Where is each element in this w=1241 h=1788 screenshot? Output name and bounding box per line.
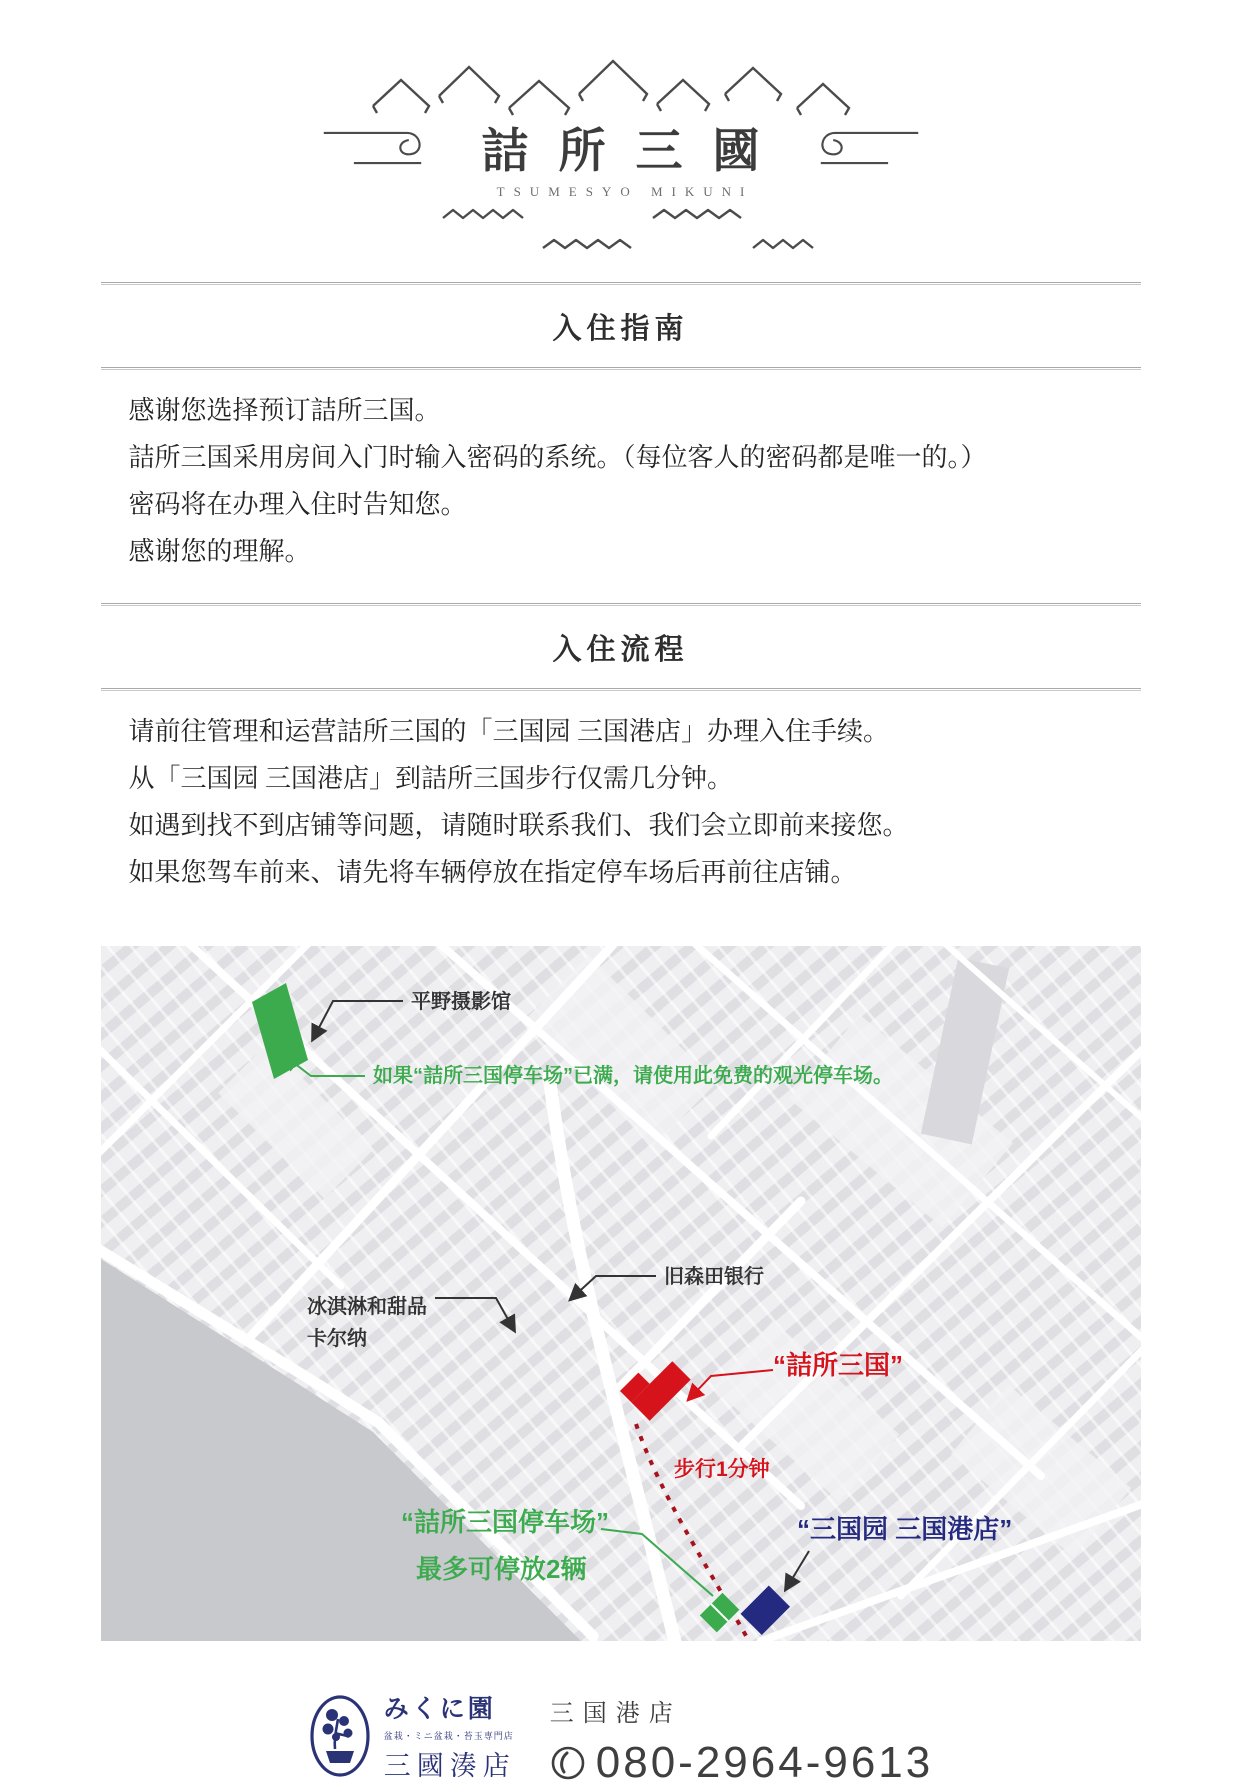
contact-block [550,1689,933,1788]
roofs-icon [361,52,881,122]
divider-top [101,282,1141,285]
section-title-guide: 入住指南 [552,313,689,345]
icecream-leader [435,1298,514,1330]
brand-subtitle: TSUMESYO MIKUNI [496,184,754,199]
process-line-2: 从「三国园 三国港店」到詰所三国步行仅需几分钟。 [128,764,734,793]
phone-icon [550,1745,586,1781]
mikunien-logo [308,1689,516,1783]
map-label-mikunien-shop: “三国园 三国港店” [796,1514,1012,1544]
map-label-tsumesho: “詰所三国” [772,1350,903,1380]
phone-row [550,1738,933,1788]
map-label-parking-name: “詰所三国停车场” [400,1507,609,1537]
brand-title: 詰所三國 [481,126,790,178]
map-label-bank: 旧森田银行 [663,1266,764,1288]
photo-studio-leader [313,1001,403,1039]
guide-line-2: 詰所三国采用房间入门时输入密码的系统。（每位客人的密码都是唯一的。） [128,443,987,472]
brand-store: 三國湊店 [383,1751,516,1781]
section-checkin-guide [101,282,1141,575]
process-line-3: 如遇到找不到店铺等问题，请随时联系我们、我们会立即前来接您。 [128,811,909,840]
store-name: 三国港店 [549,1701,682,1727]
map-label-icecream-1: 冰淇淋和甜品 [306,1296,427,1318]
process-paragraph [101,691,1141,896]
tsumesho-parking-marker [699,1593,739,1633]
access-map-canvas [101,946,1141,1641]
section-title-process: 入住流程 [552,634,689,666]
process-line-1: 请前往管理和运营詰所三国的「三国园 三国港店」办理入住手续。 [128,717,890,746]
brand-description: 盆栽・ミニ盆栽・苔玉専門店 [383,1731,514,1741]
guide-line-3: 密码将在办理入住时告知您。 [128,490,467,519]
map-label-icecream-2: 卡尔纳 [306,1328,367,1350]
guide-paragraph [101,370,1141,575]
access-map [101,946,1141,1641]
guide-line-1: 感谢您选择预订詰所三国。 [128,396,441,425]
phone-number: 080-2964-9613 [595,1738,934,1787]
tsumesho-building-marker [619,1350,690,1421]
divider-top [101,603,1141,606]
process-line-4: 如果您驾车前来、请先将车辆停放在指定停车场后再前往店铺。 [128,858,857,887]
bonsai-logo-icon [308,1693,372,1779]
waves-icon [401,202,841,266]
brand-title-row [0,114,1241,181]
cloud-left-icon [318,117,450,179]
footer [0,1689,1241,1788]
mikunien-shop-leader [786,1551,809,1589]
map-label-parking-note: 如果“詰所三国停车场”已满，请使用此免费的观光停车场。 [372,1065,893,1087]
map-label-parking-capacity: 最多可停放2辆 [415,1554,586,1584]
brand-logo [0,0,1241,266]
section-checkin-process [101,603,1141,896]
guide-line-4: 感谢您的理解。 [128,537,311,566]
brand-text-block [384,1689,516,1783]
map-label-walk-time: 步行1分钟 [673,1458,770,1481]
mikunien-shop-marker [740,1586,789,1635]
cloud-right-icon [792,117,924,179]
brand-kana: みくに園 [383,1696,496,1723]
map-label-photo-studio: 平野摄影馆 [410,991,511,1013]
